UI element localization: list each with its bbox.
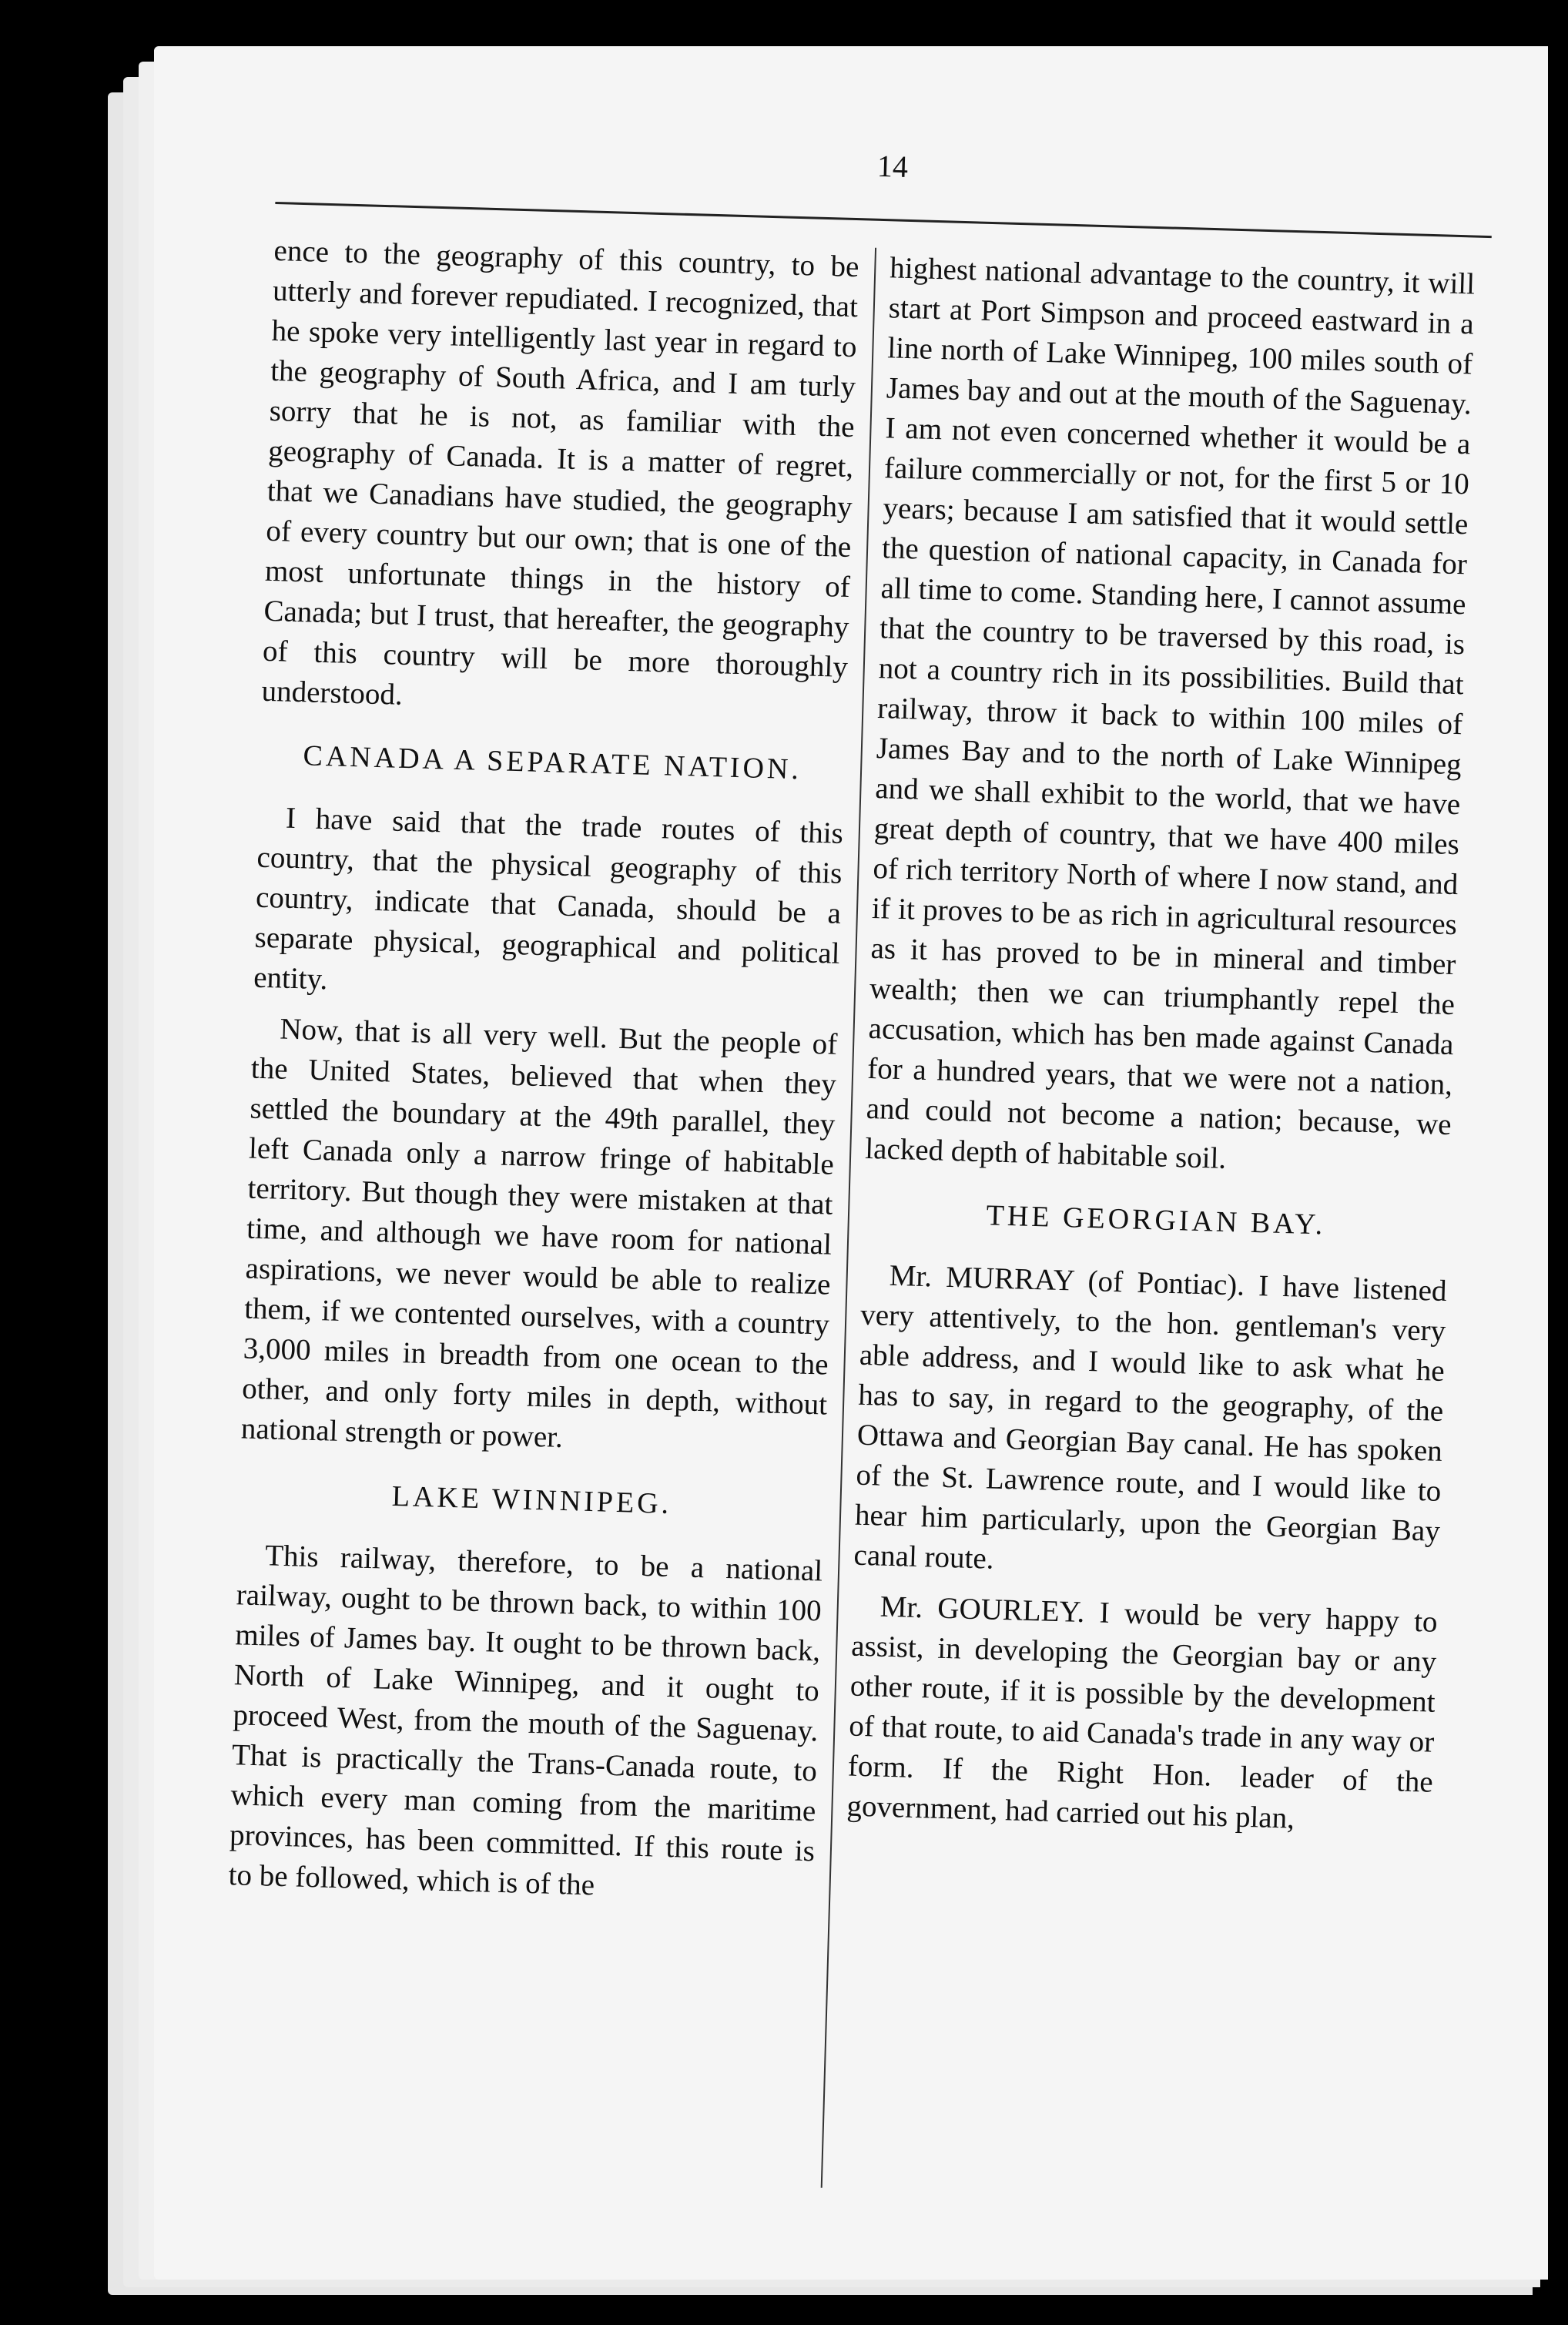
- header-rule: [275, 202, 1491, 238]
- paragraph: Now, that is all very well. But the people of the United States, believed that when they settled the boundary at the 49th parallel, they left Canada only a narrow fringe of habitable territory. But though they were mistaken at that time, and although we have room for national aspirations, we never would be able to realize them, if we contented ourselves, with a country 3,000 miles in breadth from one ocean to the other, and only forty miles in depth, without national strength or power.: [240, 1012, 838, 1455]
- page-content: [219, 131, 1509, 2260]
- paragraph: This railway, therefore, to be a national railway, ought to be thrown back, to within 100 miles of James bay. It ought to be thrown back, North of Lake Winnipeg, and it ought to proceed West, from the mouth of the Saguenay. That is practically the Trans-Canada route, to which every man coming from the maritime provinces, has been committed. If this route is to be followed, which is of the: [228, 1539, 823, 1902]
- right-column: [846, 248, 1475, 1853]
- paragraph: Mr. MURRAY (of Pontiac). I have listened very attentively, to the hon. gentleman's very able address, and I would like to ask what he has to say, in regard to the geography, of the Ottawa and Georgian Bay canal. He has spoken of the St. Lawrence route, and I would like to hear him particularly, upon the Georgian Bay canal route.: [853, 1258, 1448, 1576]
- paragraph: I have said that the trade routes of this country, that the physical geography of this country, indicate that Canada, should be a separate physical, geographical and political entity.: [253, 801, 844, 997]
- paragraph: Mr. GOURLEY. I would be very happy to assist, in developing the Georgian bay or any other route, if it is possible by the development of that route, to aid Canada's trade in any way or form. If the Right Hon. leader of the government, had carried out his plan,: [846, 1590, 1439, 1835]
- paragraph: highest national advantage to the country, it will start at Port Simpson and proceed eastward in a line north of Lake Winnipeg, 100 miles south of James bay and out at the mouth of the Saguenay. I am not even concerned whether it would be a failure commercially or not, for the first 5 or 10 years; because I am satisfied that it would settle the question of national capacity, in Canada for all time to come. Standing here, I cannot assume that the country to be traversed by this road, is not a country rich in its possibilities. Build that railway, throw it back to within 100 miles of James Bay and to the north of Lake Winnipeg and we shall exhibit to the world, that we have great depth of country, that we have 400 miles of rich territory North of where I now stand, and if it proves to be as rich in agricultural resources as it has proved to be in mineral and timber wealth; then we can triumphantly repel the accusation, which has ben made against Canada for a hundred years, that we were not a nation, and could not become a nation; because, we lacked depth of habitable soil.: [864, 251, 1476, 1175]
- page-number: 14: [876, 148, 909, 184]
- paragraph: ence to the geography of this country, to be utterly and forever repudiated. I recognized, that he spoke very intelligently last year in regard to the geography of South Africa, and I am turly sorry that he is not, as familiar with the geography of Canada. It is a matter of regret, that we Canadians have studied, the geography of every country but our own; that is one of the most unfortunate things in the history of Canada; but I trust, that hereafter, the geography of this country will be more thoroughly understood.: [261, 233, 859, 712]
- section-heading: CANADA A SEPARATE NATION.: [302, 739, 802, 786]
- left-column: [228, 231, 859, 1922]
- section-heading: THE GEORGIAN BAY.: [986, 1199, 1326, 1241]
- section-heading: LAKE WINNIPEG.: [391, 1479, 672, 1520]
